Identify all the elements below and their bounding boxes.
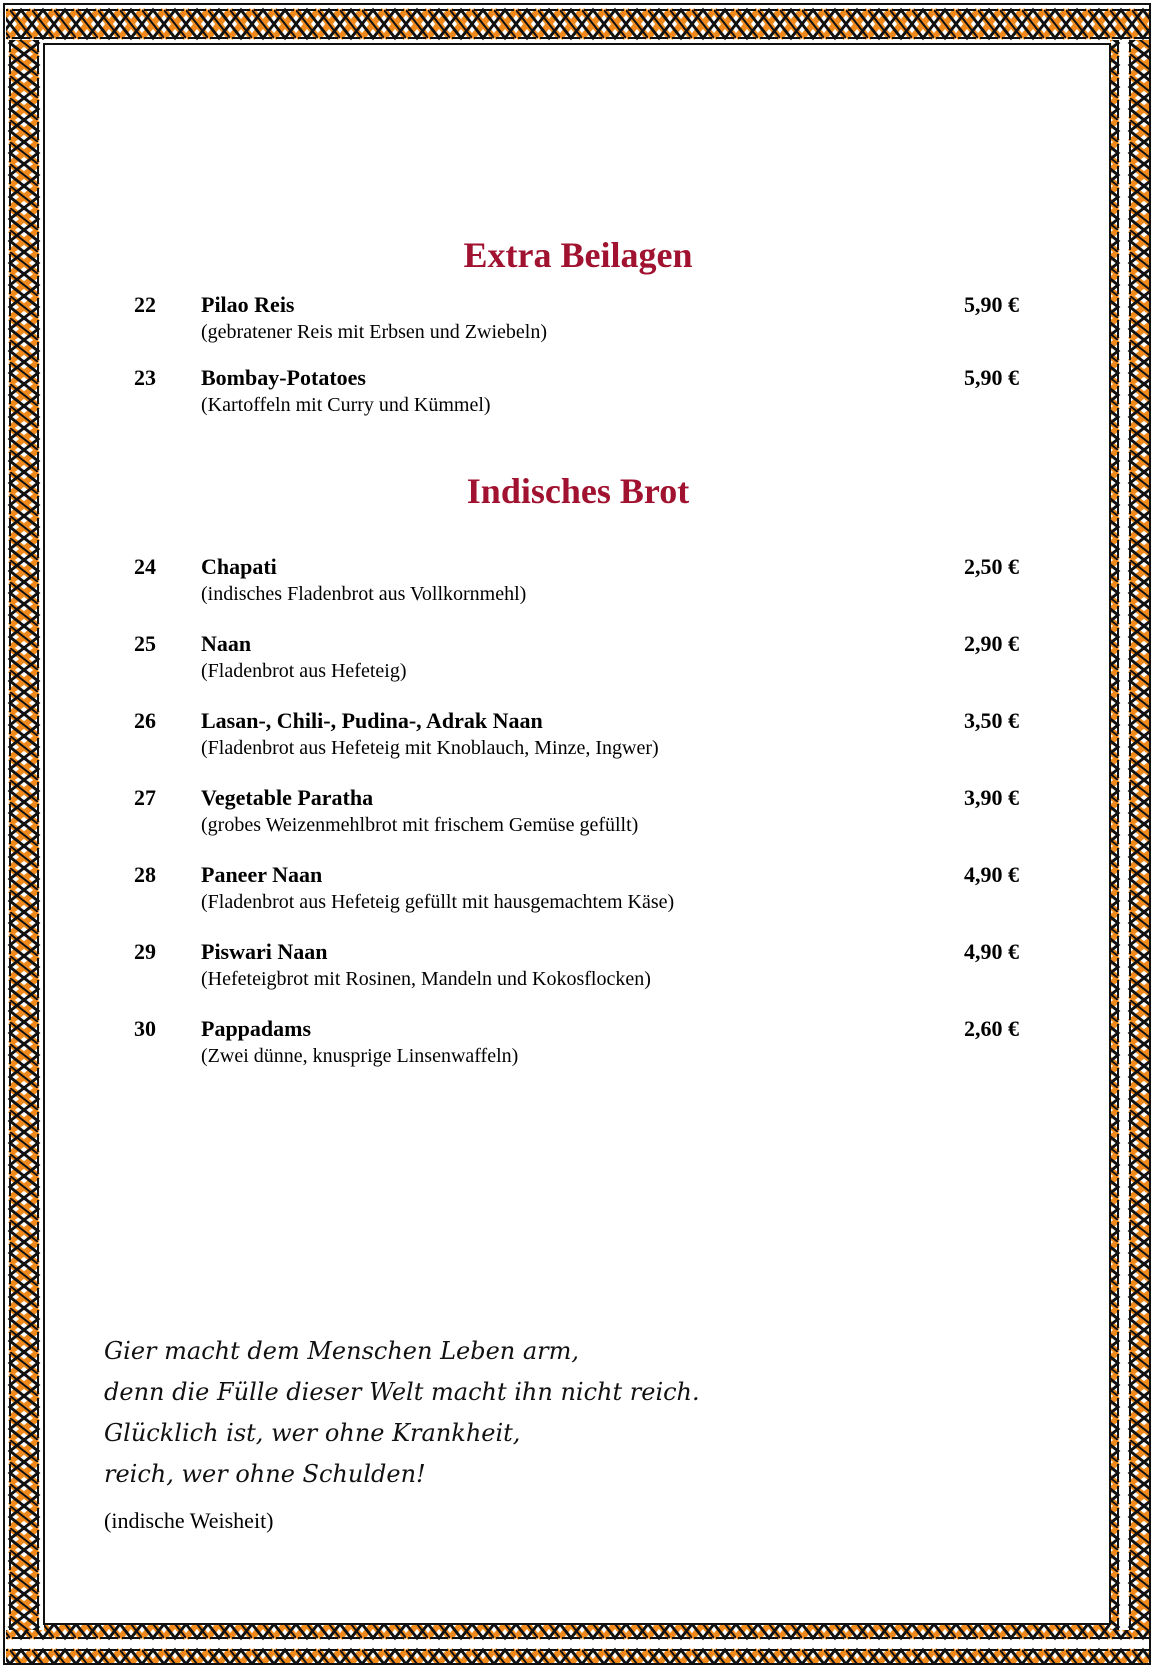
menu-item [0, 365, 1156, 425]
menu-item [0, 631, 1156, 691]
quote-source: (indische Weisheit) [104, 1508, 274, 1533]
item-description: (indisches Fladenbrot aus Vollkornmehl) [201, 583, 527, 605]
item-description: (Fladenbrot aus Hefeteig gefüllt mit hausgemachtem Käse) [201, 891, 675, 913]
item-number: 24 [134, 554, 156, 579]
item-name: Pappadams [201, 1016, 312, 1041]
item-number: 25 [134, 631, 156, 656]
item-name: Bombay-Potatoes [201, 365, 366, 390]
item-description: (Fladenbrot aus Hefeteig mit Knoblauch, Minze, Ingwer) [201, 737, 659, 759]
item-description: (Zwei dünne, knusprige Linsenwaffeln) [201, 1045, 519, 1067]
item-name: Chapati [201, 554, 277, 579]
item-description: (Kartoffeln mit Curry und Kümmel) [201, 394, 491, 416]
quote-line: Glücklich ist, wer ohne Krankheit, [104, 1419, 521, 1447]
item-number: 30 [134, 1016, 156, 1041]
menu-item [0, 708, 1156, 768]
item-description: (Fladenbrot aus Hefeteig) [201, 660, 407, 682]
item-number: 26 [134, 708, 156, 733]
item-name: Piswari Naan [201, 939, 328, 964]
section-title-extra-beilagen: Extra Beilagen [463, 235, 693, 275]
menu-item [0, 785, 1156, 845]
section-title-indisches-brot: Indisches Brot [466, 471, 690, 511]
item-number: 23 [134, 365, 156, 390]
item-price: 4,90 € [964, 862, 1019, 887]
item-number: 29 [134, 939, 156, 964]
item-description: (Hefeteigbrot mit Rosinen, Mandeln und Kokosflocken) [201, 968, 651, 990]
item-price: 3,90 € [964, 785, 1019, 810]
item-number: 28 [134, 862, 156, 887]
quote-block [104, 1331, 700, 1495]
quote-line: reich, wer ohne Schulden! [104, 1460, 426, 1488]
item-price: 4,90 € [964, 939, 1019, 964]
menu-item [0, 939, 1156, 999]
item-price: 2,50 € [964, 554, 1019, 579]
item-price: 2,60 € [964, 1016, 1019, 1041]
quote-line: Gier macht dem Menschen Leben arm, [104, 1337, 580, 1365]
item-number: 27 [134, 785, 156, 810]
item-name: Pilao Reis [201, 292, 295, 317]
quote-line: denn die Fülle dieser Welt macht ihn nicht reich. [104, 1378, 700, 1406]
item-price: 3,50 € [964, 708, 1019, 733]
item-description: (grobes Weizenmehlbrot mit frischem Gemüse gefüllt) [201, 814, 639, 836]
item-price: 5,90 € [964, 292, 1019, 317]
item-name: Vegetable Paratha [201, 785, 374, 810]
menu-item [0, 292, 1156, 352]
item-name: Naan [201, 631, 252, 656]
item-price: 5,90 € [964, 365, 1019, 390]
item-number: 22 [134, 292, 156, 317]
item-name: Lasan-, Chili-, Pudina-, Adrak Naan [201, 708, 543, 733]
item-description: (gebratener Reis mit Erbsen und Zwiebeln) [201, 321, 547, 343]
menu-item [0, 1016, 1156, 1076]
item-price: 2,90 € [964, 631, 1019, 656]
item-name: Paneer Naan [201, 862, 323, 887]
menu-item [0, 554, 1156, 614]
menu-item [0, 862, 1156, 922]
